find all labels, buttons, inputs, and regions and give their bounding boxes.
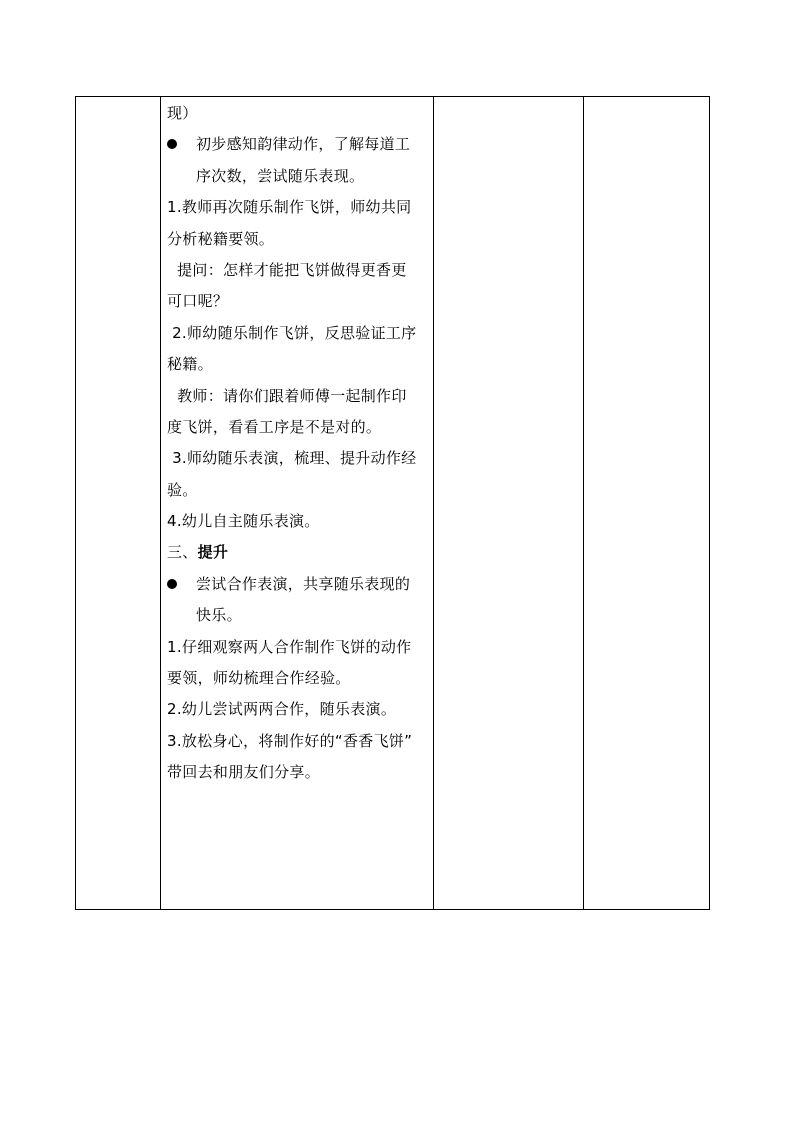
section-heading <box>167 537 428 568</box>
text-line: 提问：怎样才能把飞饼做得更香更 <box>167 260 407 279</box>
section-title: 提升 <box>197 543 229 562</box>
text-line: 要领，师幼梳理合作经验。 <box>167 669 351 688</box>
text-line: 1.教师再次随乐制作飞饼，师幼共同 <box>167 198 412 217</box>
column-divider <box>433 97 434 909</box>
text-line: 2.幼儿尝试两两合作，随乐表演。 <box>167 700 397 719</box>
text-line: 2.师幼随乐制作飞饼，反思验证工序 <box>167 323 417 342</box>
column-divider <box>583 97 584 909</box>
lesson-table <box>75 96 710 910</box>
activity-process-cell <box>167 98 428 789</box>
text-line: 1.仔细观察两人合作制作飞饼的动作 <box>167 637 412 656</box>
text-line: 验。 <box>167 480 198 499</box>
text-line: 现） <box>167 104 198 122</box>
text-line: 3.师幼随乐表演，梳理、提升动作经 <box>167 449 417 468</box>
text-line: 3.放松身心，将制作好的“香香飞饼” <box>167 731 413 750</box>
text-line: 秘籍。 <box>167 355 213 374</box>
text-line: 教师：请你们跟着师傅一起制作印 <box>167 386 407 405</box>
text-line: 分析秘籍要领。 <box>167 229 275 248</box>
bullet-item <box>167 569 428 600</box>
column-divider <box>160 97 161 909</box>
bullet-text: 尝试合作表演，共享随乐表现的 <box>196 574 411 593</box>
bullet-dot-icon <box>167 139 177 149</box>
bullet-item <box>167 129 428 160</box>
text-line: 可口呢？ <box>167 292 229 311</box>
bullet-continuation: 快乐。 <box>196 606 242 625</box>
bullet-continuation: 序次数，尝试随乐表现。 <box>196 166 365 185</box>
bullet-dot-icon <box>167 579 177 589</box>
section-number: 三、 <box>167 543 198 562</box>
text-line: 4.幼儿自主随乐表演。 <box>167 512 320 531</box>
bullet-text: 初步感知韵律动作，了解每道工 <box>196 135 411 154</box>
text-line: 带回去和朋友们分享。 <box>167 763 321 782</box>
text-line: 度飞饼，看看工序是不是对的。 <box>167 417 382 436</box>
